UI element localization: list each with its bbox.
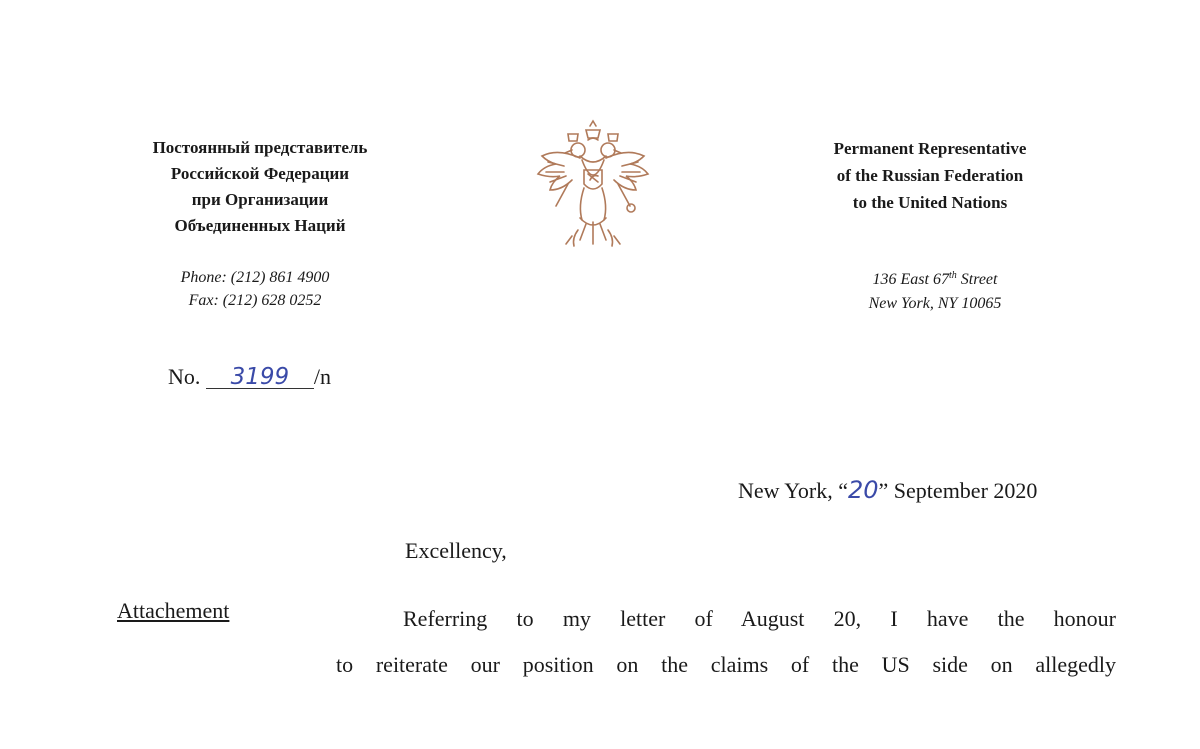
date-prefix: New York, “ — [738, 478, 848, 503]
body-line: Referring to my letter of August 20, I have the honour — [403, 606, 1116, 631]
date-suffix: ” September 2020 — [878, 478, 1038, 503]
letterhead-english-line: of the Russian Federation — [836, 166, 1024, 185]
document-number-prefix: No. — [168, 364, 206, 389]
street-number: 136 East 67 — [872, 271, 949, 288]
city-address: New York, NY 10065 — [868, 295, 1002, 312]
ordinal-suffix: th — [948, 270, 957, 281]
street-name: Street — [956, 271, 998, 288]
salutation: Excellency, — [405, 538, 507, 563]
russian-coat-of-arms-icon — [528, 118, 658, 258]
letterhead-russian-block — [95, 135, 425, 239]
letterhead-english-block — [770, 135, 1090, 216]
letterhead-english-line: Permanent Representative — [833, 139, 1027, 158]
document-number-suffix: /n — [313, 364, 332, 389]
letterhead-russian-line: Российской Федерации — [170, 164, 350, 183]
phone-number: Phone: (212) 861 4900 — [180, 269, 330, 286]
contact-phone-fax — [95, 266, 415, 312]
handwritten-day: 20 — [848, 476, 879, 504]
letterhead-russian-line: при Организации — [191, 190, 329, 209]
body-line: to reiterate our position on the claims of the US side on allegedly — [336, 652, 1116, 677]
fax-number: Fax: (212) 628 0252 — [188, 292, 322, 309]
street-address — [770, 264, 1100, 292]
date-line — [738, 476, 1037, 504]
letterhead-russian-line: Постоянный представитель — [152, 138, 368, 157]
letter-body — [336, 596, 1116, 688]
document-number — [168, 364, 331, 390]
letterhead-russian-line: Объединенных Наций — [174, 216, 346, 235]
mission-address — [770, 264, 1100, 316]
attachment-label: Attachement — [117, 598, 230, 623]
letterhead-english-line: to the United Nations — [852, 193, 1008, 212]
handwritten-number: 3199 — [206, 366, 314, 389]
